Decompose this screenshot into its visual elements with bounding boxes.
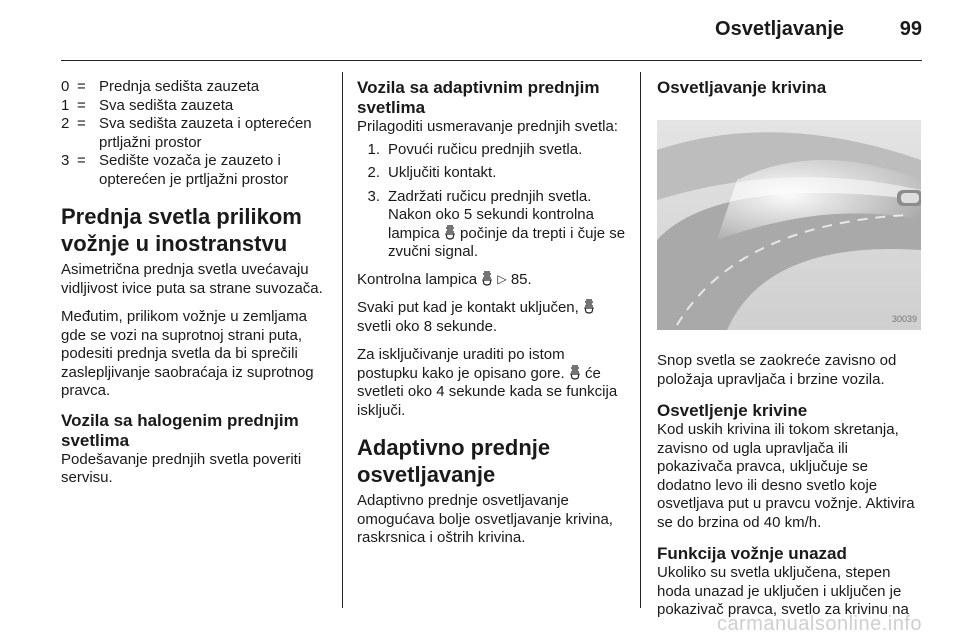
heading-curve-lighting: Osvetljavanje krivina <box>657 78 827 97</box>
paragraph-switch-off: Za isključivanje uraditi po istom postupku kako je opisano gore. će svetleti oko 4 sekunde kada se funkcija isključi. <box>357 346 618 419</box>
definition-row: 3 = Sedište vozača je zauzeto i opterećen je prtljažni prostor <box>61 152 289 188</box>
column-middle <box>357 78 629 558</box>
paragraph-however: Međutim, prilikom vožnje u zemljama gde se vozi na suprotnoj strani puta, podesiti prednja svetla da bi sprečili zaslepljivanje saobraćaja iz suprotnog pravca. <box>61 308 314 399</box>
list-item: 2. Uključiti kontakt. <box>367 164 497 181</box>
headlight-range-lamp-icon <box>481 271 493 286</box>
heading-halogen: Vozila sa halogenim prednjim svetlima <box>61 410 299 450</box>
header-rule <box>61 60 922 61</box>
definition-row: 1 = Sva sedišta zauzeta <box>61 96 234 114</box>
paragraph-asymmetric: Asimetrična prednja svetla uvećavaju vidljivost ivice puta sa strane suvozača. <box>61 261 323 297</box>
definition-row: 0 = Prednja sedišta zauzeta <box>61 78 260 95</box>
headlight-range-lamp-icon <box>569 365 581 380</box>
paragraph-control-lamp: Kontrolna lampica ▷ 85. <box>357 270 532 288</box>
heading-headlights-abroad: Prednja svetla prilikom vožnje u inostranstvu <box>61 204 302 256</box>
page-number: 99 <box>899 18 922 40</box>
headlight-range-lamp-icon <box>444 225 456 240</box>
paragraph-beam: Snop svetla se zaokreće zavisno od položaja upravljača i brzine vozila. <box>657 352 897 388</box>
running-title: Osvetljavanje <box>715 18 844 40</box>
column-right <box>657 78 925 630</box>
paragraph-adjust: Prilagoditi usmeravanje prednjih svetla: <box>357 118 618 135</box>
page-reference-arrow-icon: ▷ <box>497 271 507 286</box>
occupancy-definition-list <box>61 78 329 189</box>
paragraph-adaptive: Adaptivno prednje osvetljavanje omogućava bolje osvetljavanje krivina, raskrsnica i oštrih krivina. <box>357 492 613 546</box>
heading-adaptive-vehicles: Vozila sa adaptivnim prednjim svetlima <box>357 78 600 117</box>
paragraph-each-time: Svaki put kad je kontakt uključen, svetli oko 8 sekunde. <box>357 299 629 336</box>
column-divider-left <box>342 72 343 608</box>
road-curve-illustration <box>657 120 921 330</box>
paragraph-halogen: Podešavanje prednjih svetla poveriti servisu. <box>61 450 302 486</box>
heading-reverse: Funkcija vožnje unazad <box>657 544 847 563</box>
definition-row: 2 = Sva sedišta zauzeta i opterećen prtljažni prostor <box>61 115 312 151</box>
paragraph-reverse: Ukoliko su svetla uključena, stepen hoda unazad je uključen i uključen je pokazivač pravca, svetlo za krivinu na <box>657 564 909 618</box>
page-header <box>0 0 960 60</box>
curve-lighting-illustration <box>657 120 921 330</box>
column-left <box>61 78 329 498</box>
headlight-range-lamp-icon <box>583 299 595 314</box>
figure-code: 30039 <box>891 313 917 324</box>
column-divider-right <box>640 72 641 608</box>
adjust-steps-list <box>357 141 629 262</box>
paragraph-cornering: Kod uskih krivina ili tokom skretanja, zavisno od ugla upravljača ili pokazivača pravca, uključuje se dodatno levo ili desno svetlo koje osvetljava put u pravcu vožnje. Aktivira se do brzina od 40 km/h. <box>657 421 915 531</box>
page-reference-link[interactable]: 85. <box>510 270 532 288</box>
list-item: 1. Povući ručicu prednjih svetla. <box>367 140 583 158</box>
heading-adaptive-lighting: Adaptivno prednje osvetljavanje <box>357 435 551 487</box>
list-item: 3. Zadržati ručicu prednjih svetla. Nakon oko 5 sekundi kontrolna lampica počinje da trepti i čuje se zvučni signal. <box>367 187 626 260</box>
heading-cornering: Osvetljenje krivine <box>657 401 808 420</box>
watermark: carmanualsonline.info <box>716 613 922 635</box>
